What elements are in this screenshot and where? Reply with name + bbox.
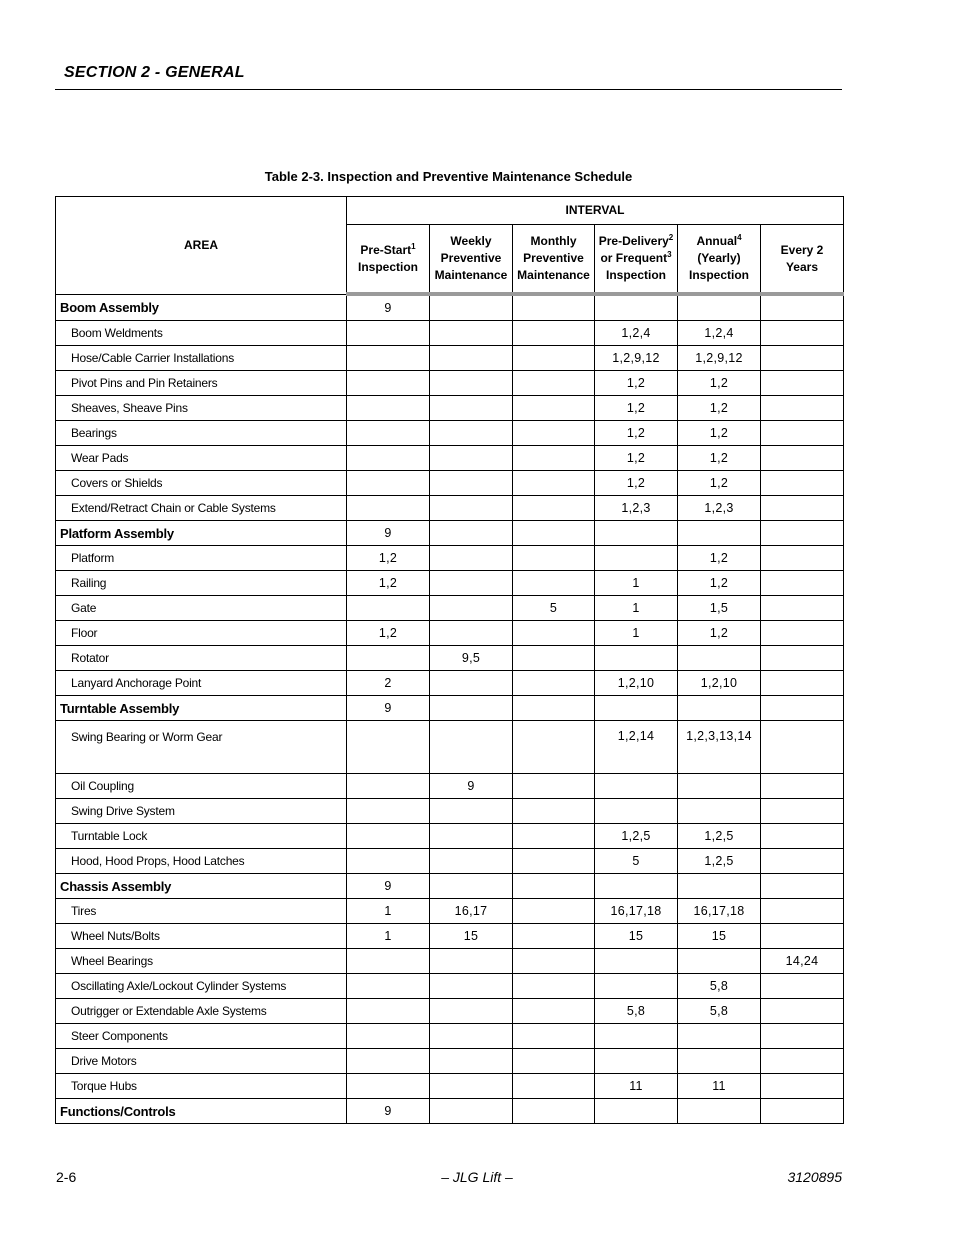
cell-pre-start <box>347 849 430 874</box>
cell-monthly <box>513 696 595 721</box>
cell-monthly <box>513 849 595 874</box>
area-label: Sheaves, Sheave Pins <box>56 396 347 421</box>
cell-pre-start: 9 <box>347 521 430 546</box>
cell-annual: 11 <box>678 1074 761 1099</box>
cell-pre-start: 9 <box>347 1099 430 1124</box>
area-column-header: AREA <box>56 197 347 295</box>
cell-pre-delivery: 1,2 <box>595 396 678 421</box>
cell-pre-start <box>347 321 430 346</box>
table-row <box>56 721 844 774</box>
cell-every-2-years <box>761 294 844 321</box>
area-label: Extend/Retract Chain or Cable Systems <box>56 496 347 521</box>
area-label: Hood, Hood Props, Hood Latches <box>56 849 347 874</box>
cell-weekly <box>430 974 513 999</box>
cell-pre-delivery: 11 <box>595 1074 678 1099</box>
cell-every-2-years <box>761 571 844 596</box>
cell-weekly <box>430 721 513 774</box>
group-row <box>56 521 844 546</box>
table-row <box>56 646 844 671</box>
cell-weekly <box>430 294 513 321</box>
group-row <box>56 696 844 721</box>
cell-weekly <box>430 874 513 899</box>
cell-pre-start <box>347 1024 430 1049</box>
cell-monthly <box>513 799 595 824</box>
area-label: Hose/Cable Carrier Installations <box>56 346 347 371</box>
cell-pre-delivery: 1,2 <box>595 371 678 396</box>
cell-monthly <box>513 999 595 1024</box>
cell-monthly <box>513 646 595 671</box>
cell-weekly <box>430 471 513 496</box>
cell-every-2-years <box>761 1049 844 1074</box>
cell-pre-delivery: 1,2 <box>595 421 678 446</box>
cell-every-2-years <box>761 596 844 621</box>
cell-pre-start <box>347 396 430 421</box>
cell-annual: 1,2 <box>678 471 761 496</box>
cell-pre-start <box>347 999 430 1024</box>
cell-every-2-years <box>761 646 844 671</box>
col-header-every-2-years: Every 2 Years <box>761 225 844 295</box>
table-row <box>56 1074 844 1099</box>
area-label: Torque Hubs <box>56 1074 347 1099</box>
document-number: 3120895 <box>787 1169 842 1185</box>
cell-pre-start <box>347 421 430 446</box>
cell-pre-start: 1 <box>347 899 430 924</box>
cell-annual: 1,2 <box>678 396 761 421</box>
cell-annual <box>678 521 761 546</box>
maintenance-schedule-table <box>55 196 844 1124</box>
cell-every-2-years <box>761 999 844 1024</box>
cell-monthly <box>513 546 595 571</box>
cell-monthly <box>513 899 595 924</box>
cell-every-2-years <box>761 774 844 799</box>
cell-monthly <box>513 1074 595 1099</box>
cell-pre-delivery <box>595 774 678 799</box>
cell-monthly <box>513 421 595 446</box>
cell-annual <box>678 696 761 721</box>
cell-pre-delivery <box>595 949 678 974</box>
cell-annual: 1,2,3,13,14 <box>678 721 761 774</box>
cell-monthly <box>513 396 595 421</box>
cell-monthly <box>513 571 595 596</box>
cell-every-2-years <box>761 546 844 571</box>
cell-weekly <box>430 621 513 646</box>
col-header-annual: Annual$^4$ (Yearly) Inspection <box>678 225 761 295</box>
cell-monthly <box>513 1049 595 1074</box>
cell-annual <box>678 874 761 899</box>
cell-weekly <box>430 571 513 596</box>
cell-annual: 1,2 <box>678 371 761 396</box>
cell-pre-delivery <box>595 546 678 571</box>
cell-annual <box>678 646 761 671</box>
cell-every-2-years <box>761 899 844 924</box>
cell-pre-start <box>347 471 430 496</box>
cell-pre-delivery <box>595 1049 678 1074</box>
cell-monthly <box>513 1099 595 1124</box>
cell-every-2-years <box>761 874 844 899</box>
cell-weekly <box>430 1049 513 1074</box>
group-label: Boom Assembly <box>56 294 347 321</box>
cell-monthly <box>513 949 595 974</box>
cell-annual: 1,2 <box>678 446 761 471</box>
cell-every-2-years <box>761 396 844 421</box>
cell-weekly <box>430 496 513 521</box>
cell-monthly <box>513 671 595 696</box>
table-row <box>56 571 844 596</box>
cell-annual: 1,2 <box>678 621 761 646</box>
cell-weekly <box>430 321 513 346</box>
cell-pre-start: 2 <box>347 671 430 696</box>
area-label: Pivot Pins and Pin Retainers <box>56 371 347 396</box>
area-label: Gate <box>56 596 347 621</box>
area-label: Wheel Bearings <box>56 949 347 974</box>
cell-annual: 1,2,5 <box>678 824 761 849</box>
cell-pre-delivery <box>595 974 678 999</box>
header-row-interval <box>56 197 844 225</box>
cell-pre-start <box>347 371 430 396</box>
col-header-pre-start: Pre-Start$^1$ Inspection <box>347 225 430 295</box>
group-row <box>56 1099 844 1124</box>
cell-annual <box>678 294 761 321</box>
cell-weekly <box>430 546 513 571</box>
group-label: Functions/Controls <box>56 1099 347 1124</box>
cell-weekly: 15 <box>430 924 513 949</box>
cell-every-2-years <box>761 496 844 521</box>
cell-pre-start <box>347 949 430 974</box>
cell-weekly: 16,17 <box>430 899 513 924</box>
area-label: Swing Drive System <box>56 799 347 824</box>
cell-monthly <box>513 371 595 396</box>
table-row <box>56 621 844 646</box>
cell-annual <box>678 949 761 974</box>
area-label: Swing Bearing or Worm Gear <box>56 721 347 774</box>
group-label: Platform Assembly <box>56 521 347 546</box>
cell-pre-delivery <box>595 799 678 824</box>
cell-monthly <box>513 824 595 849</box>
cell-monthly <box>513 294 595 321</box>
cell-pre-delivery <box>595 874 678 899</box>
cell-weekly: 9,5 <box>430 646 513 671</box>
cell-pre-delivery: 1,2,14 <box>595 721 678 774</box>
table-row <box>56 421 844 446</box>
cell-weekly <box>430 596 513 621</box>
cell-annual: 1,2,5 <box>678 849 761 874</box>
area-label: Covers or Shields <box>56 471 347 496</box>
cell-pre-start <box>347 799 430 824</box>
table-row <box>56 999 844 1024</box>
cell-weekly <box>430 446 513 471</box>
cell-pre-delivery: 5 <box>595 849 678 874</box>
cell-annual: 1,2,4 <box>678 321 761 346</box>
cell-weekly <box>430 824 513 849</box>
area-label: Turntable Lock <box>56 824 347 849</box>
cell-monthly <box>513 496 595 521</box>
cell-pre-delivery: 1 <box>595 621 678 646</box>
cell-every-2-years <box>761 974 844 999</box>
cell-monthly <box>513 621 595 646</box>
cell-every-2-years <box>761 346 844 371</box>
cell-annual <box>678 1024 761 1049</box>
table-row <box>56 446 844 471</box>
table-row <box>56 396 844 421</box>
cell-pre-start <box>347 1074 430 1099</box>
cell-pre-delivery <box>595 521 678 546</box>
table-row <box>56 471 844 496</box>
cell-pre-delivery: 1,2 <box>595 446 678 471</box>
area-label: Oil Coupling <box>56 774 347 799</box>
cell-annual <box>678 1049 761 1074</box>
cell-monthly <box>513 974 595 999</box>
cell-annual: 1,2 <box>678 571 761 596</box>
cell-every-2-years <box>761 721 844 774</box>
area-label: Drive Motors <box>56 1049 347 1074</box>
cell-pre-start <box>347 496 430 521</box>
group-row <box>56 294 844 321</box>
area-label: Oscillating Axle/Lockout Cylinder Systems <box>56 974 347 999</box>
cell-pre-start <box>347 974 430 999</box>
table-row <box>56 596 844 621</box>
table-row <box>56 949 844 974</box>
cell-pre-start <box>347 721 430 774</box>
cell-weekly <box>430 1099 513 1124</box>
cell-pre-start: 9 <box>347 294 430 321</box>
cell-every-2-years <box>761 371 844 396</box>
table-caption: Table 2-3. Inspection and Preventive Maintenance Schedule <box>264 169 633 184</box>
cell-weekly: 9 <box>430 774 513 799</box>
group-row <box>56 874 844 899</box>
cell-every-2-years <box>761 924 844 949</box>
cell-every-2-years <box>761 799 844 824</box>
cell-every-2-years <box>761 471 844 496</box>
table-row <box>56 371 844 396</box>
cell-pre-start <box>347 596 430 621</box>
cell-every-2-years <box>761 421 844 446</box>
group-label: Turntable Assembly <box>56 696 347 721</box>
cell-pre-delivery: 5,8 <box>595 999 678 1024</box>
cell-weekly <box>430 849 513 874</box>
cell-weekly <box>430 1024 513 1049</box>
table-row <box>56 321 844 346</box>
cell-every-2-years: 14,24 <box>761 949 844 974</box>
cell-weekly <box>430 396 513 421</box>
cell-every-2-years <box>761 849 844 874</box>
cell-pre-delivery: 1,2,10 <box>595 671 678 696</box>
cell-every-2-years <box>761 696 844 721</box>
group-label: Chassis Assembly <box>56 874 347 899</box>
cell-monthly <box>513 471 595 496</box>
cell-pre-delivery: 16,17,18 <box>595 899 678 924</box>
cell-weekly <box>430 521 513 546</box>
cell-pre-start: 1,2 <box>347 621 430 646</box>
area-label: Wheel Nuts/Bolts <box>56 924 347 949</box>
table-row <box>56 824 844 849</box>
cell-every-2-years <box>761 671 844 696</box>
table-row <box>56 496 844 521</box>
cell-annual: 1,2,9,12 <box>678 346 761 371</box>
cell-monthly <box>513 1024 595 1049</box>
table-row <box>56 1049 844 1074</box>
cell-annual: 5,8 <box>678 974 761 999</box>
cell-pre-start: 9 <box>347 874 430 899</box>
cell-weekly <box>430 799 513 824</box>
cell-every-2-years <box>761 1024 844 1049</box>
cell-pre-delivery: 1 <box>595 596 678 621</box>
cell-weekly <box>430 1074 513 1099</box>
cell-every-2-years <box>761 621 844 646</box>
cell-annual: 1,5 <box>678 596 761 621</box>
cell-monthly: 5 <box>513 596 595 621</box>
col-header-weekly: Weekly Preventive Maintenance <box>430 225 513 295</box>
table-row <box>56 849 844 874</box>
footer-publisher: – JLG Lift – <box>441 1169 513 1185</box>
cell-pre-start <box>347 824 430 849</box>
cell-weekly <box>430 696 513 721</box>
cell-weekly <box>430 371 513 396</box>
cell-weekly <box>430 949 513 974</box>
cell-pre-start <box>347 1049 430 1074</box>
area-label: Wear Pads <box>56 446 347 471</box>
cell-annual: 15 <box>678 924 761 949</box>
cell-monthly <box>513 446 595 471</box>
cell-annual <box>678 1099 761 1124</box>
header-rule <box>55 89 842 90</box>
cell-every-2-years <box>761 1099 844 1124</box>
area-label: Railing <box>56 571 347 596</box>
cell-weekly <box>430 671 513 696</box>
col-header-monthly: Monthly Preventive Maintenance <box>513 225 595 295</box>
page-number: 2-6 <box>56 1169 77 1185</box>
area-label: Platform <box>56 546 347 571</box>
cell-pre-delivery: 1,2,3 <box>595 496 678 521</box>
cell-pre-delivery <box>595 646 678 671</box>
cell-annual <box>678 774 761 799</box>
cell-pre-start <box>347 646 430 671</box>
cell-monthly <box>513 346 595 371</box>
table-row <box>56 974 844 999</box>
col-header-pre-delivery: Pre-Delivery$^2$ or Frequent$^3$ Inspection <box>595 225 678 295</box>
cell-monthly <box>513 521 595 546</box>
table-row <box>56 671 844 696</box>
cell-pre-delivery: 1,2,5 <box>595 824 678 849</box>
cell-pre-start: 9 <box>347 696 430 721</box>
cell-pre-delivery <box>595 1099 678 1124</box>
cell-pre-start: 1 <box>347 924 430 949</box>
cell-pre-start: 1,2 <box>347 546 430 571</box>
cell-weekly <box>430 421 513 446</box>
cell-annual: 1,2,3 <box>678 496 761 521</box>
cell-monthly <box>513 774 595 799</box>
cell-pre-delivery <box>595 1024 678 1049</box>
area-label: Lanyard Anchorage Point <box>56 671 347 696</box>
cell-every-2-years <box>761 321 844 346</box>
cell-pre-delivery: 1 <box>595 571 678 596</box>
table-row <box>56 546 844 571</box>
cell-annual: 1,2,10 <box>678 671 761 696</box>
schedule-body <box>56 294 844 1124</box>
cell-annual: 16,17,18 <box>678 899 761 924</box>
cell-pre-delivery <box>595 696 678 721</box>
cell-pre-start <box>347 446 430 471</box>
area-label: Bearings <box>56 421 347 446</box>
cell-pre-start: 1,2 <box>347 571 430 596</box>
cell-every-2-years <box>761 824 844 849</box>
cell-pre-delivery: 1,2 <box>595 471 678 496</box>
cell-pre-delivery: 1,2,4 <box>595 321 678 346</box>
section-header: SECTION 2 - GENERAL <box>64 64 245 81</box>
area-label: Steer Components <box>56 1024 347 1049</box>
cell-pre-delivery: 1,2,9,12 <box>595 346 678 371</box>
cell-every-2-years <box>761 446 844 471</box>
cell-annual: 1,2 <box>678 546 761 571</box>
area-label: Outrigger or Extendable Axle Systems <box>56 999 347 1024</box>
cell-annual: 1,2 <box>678 421 761 446</box>
cell-annual: 5,8 <box>678 999 761 1024</box>
table-row <box>56 1024 844 1049</box>
table-row <box>56 346 844 371</box>
cell-weekly <box>430 346 513 371</box>
interval-header: INTERVAL <box>347 197 844 225</box>
table-row <box>56 899 844 924</box>
cell-pre-start <box>347 346 430 371</box>
area-label: Floor <box>56 621 347 646</box>
cell-every-2-years <box>761 1074 844 1099</box>
cell-annual <box>678 799 761 824</box>
cell-monthly <box>513 721 595 774</box>
area-label: Boom Weldments <box>56 321 347 346</box>
cell-pre-delivery <box>595 294 678 321</box>
table-row <box>56 774 844 799</box>
cell-every-2-years <box>761 521 844 546</box>
cell-monthly <box>513 321 595 346</box>
area-label: Rotator <box>56 646 347 671</box>
cell-monthly <box>513 924 595 949</box>
cell-pre-delivery: 15 <box>595 924 678 949</box>
cell-weekly <box>430 999 513 1024</box>
cell-pre-start <box>347 774 430 799</box>
cell-monthly <box>513 874 595 899</box>
table-row <box>56 924 844 949</box>
table-row <box>56 799 844 824</box>
area-label: Tires <box>56 899 347 924</box>
